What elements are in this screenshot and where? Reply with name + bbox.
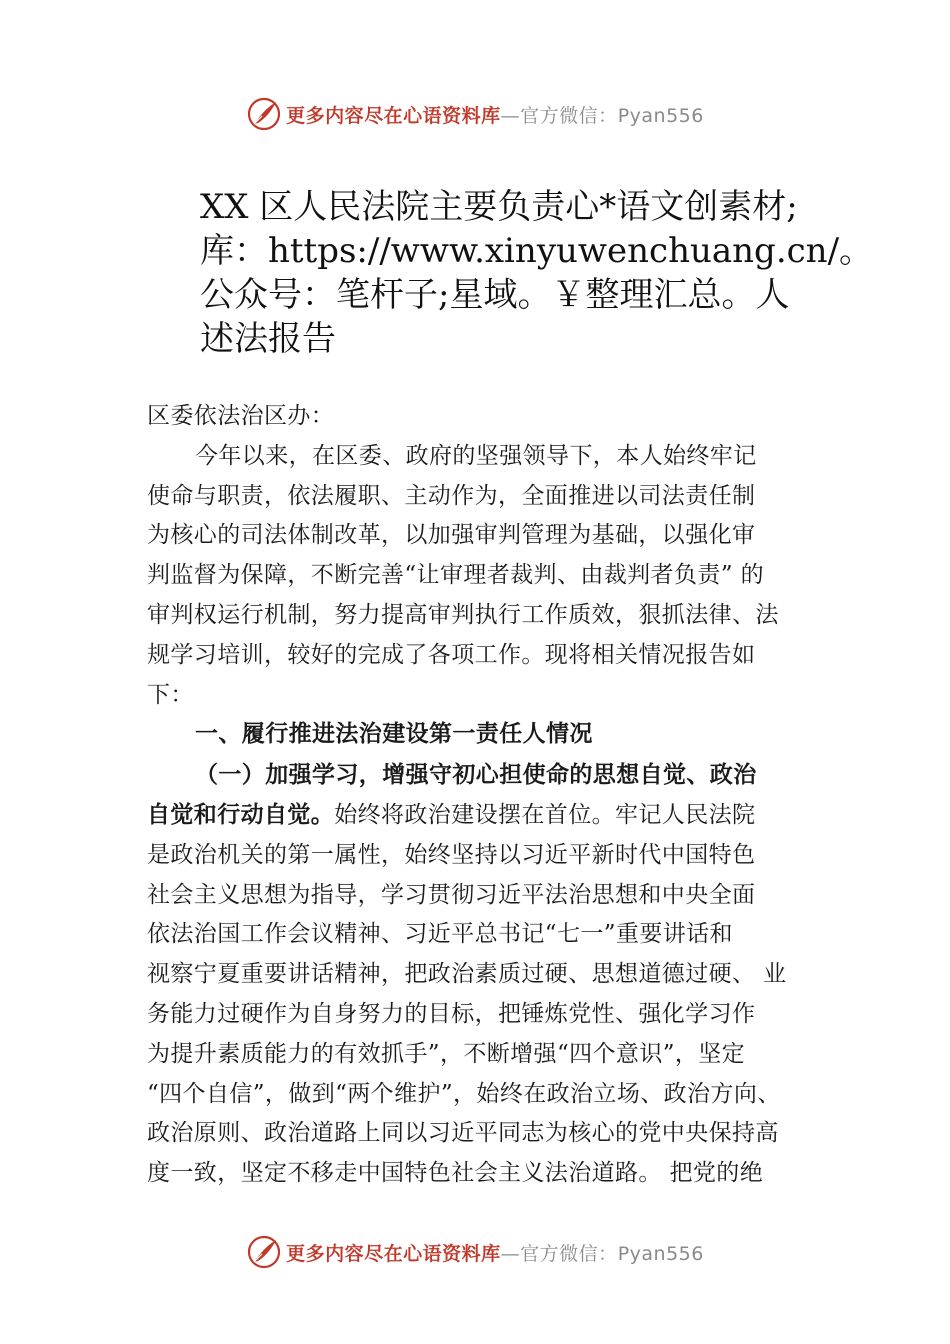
paragraph-line: 视察宁夏重要讲话精神，把政治素质过硬、思想道德过硬、 业 bbox=[147, 961, 787, 988]
paragraph-line: 为提升素质能力的有效抓手”，不断增强“四个意识”，坚定 bbox=[147, 1040, 746, 1067]
banner-text bbox=[286, 101, 704, 128]
salutation: 区委依法治区办： bbox=[147, 403, 335, 429]
paragraph-line bbox=[147, 795, 827, 836]
paragraph-line: 下： bbox=[147, 681, 194, 708]
sub-heading-tail: 始终将政治建设摆在首位。牢记人民法院 bbox=[334, 801, 756, 828]
paragraph-line: 规学习培训，较好的完成了各项工作。现将相关情况报告如 bbox=[147, 641, 756, 668]
title-line: 公众号：笔杆子;星域。￥整理汇总。人 bbox=[200, 275, 790, 315]
quill-pen-icon bbox=[246, 96, 282, 132]
document-title bbox=[200, 185, 874, 361]
paragraph-line: “四个自信”，做到“两个维护”，始终在政治立场、政治方向、 bbox=[147, 1080, 781, 1107]
section-heading: 一、履行推进法治建设第一责任人情况 bbox=[195, 721, 593, 748]
paragraph-line: 务能力过硬作为自身努力的目标，把锤炼党性、强化学习作 bbox=[147, 1000, 756, 1027]
quill-pen-icon bbox=[246, 1234, 282, 1270]
paragraph-line: 为核心的司法体制改革，以加强审判管理为基础，以强化审 bbox=[147, 522, 756, 549]
paragraph-line: 社会主义思想为指导，学习贯彻习近平法治思想和中央全面 bbox=[147, 881, 756, 908]
title-line: 述法报告 bbox=[200, 319, 336, 359]
paragraph-line: 今年以来，在区委、政府的坚强领导下，本人始终牢记 bbox=[195, 442, 757, 469]
banner-dash: — bbox=[500, 104, 521, 127]
paragraph-line: 审判权运行机制，努力提高审判执行工作质效，狠抓法律、法 bbox=[147, 601, 779, 628]
footer-banner bbox=[0, 1232, 950, 1272]
banner-main-text: 更多内容尽在心语资料库 bbox=[286, 1242, 501, 1265]
sub-heading: （一）加强学习，增强守初心担使命的思想自觉、政治 bbox=[195, 761, 757, 789]
banner-wechat-label: 官方微信： bbox=[520, 1242, 618, 1265]
banner-wechat-label: 官方微信： bbox=[520, 104, 618, 127]
paragraph-line: 政治原则、政治道路上同以习近平同志为核心的党中央保持高 bbox=[147, 1120, 779, 1147]
sub-heading-continued: 自觉和行动自觉。 bbox=[147, 800, 335, 828]
banner-dash: — bbox=[500, 1242, 521, 1265]
paragraph-line: 度一致，坚定不移走中国特色社会主义法治道路。 把党的绝 bbox=[147, 1160, 764, 1187]
paragraph-line: 是政治机关的第一属性，始终坚持以习近平新时代中国特色 bbox=[147, 841, 756, 868]
title-line: 库：https://www.xinyuwenchuang.cn/。 bbox=[200, 231, 874, 271]
banner-wechat-id: Pyan556 bbox=[617, 104, 704, 127]
header-banner bbox=[0, 94, 950, 134]
banner-main-text: 更多内容尽在心语资料库 bbox=[286, 104, 501, 127]
paragraph-line: 依法治国工作会议精神、习近平总书记“七一”重要讲话和 bbox=[147, 921, 733, 948]
document-body bbox=[147, 397, 827, 1194]
paragraph-line: 判监督为保障，不断完善“让审理者裁判、由裁判者负责” 的 bbox=[147, 562, 765, 589]
banner-text bbox=[286, 1239, 704, 1266]
paragraph-line: 使命与职责，依法履职、主动作为，全面推进以司法责任制 bbox=[147, 482, 756, 509]
banner-wechat-id: Pyan556 bbox=[617, 1242, 704, 1265]
title-line: XX 区人民法院主要负责心*语文创素材; bbox=[200, 187, 798, 227]
